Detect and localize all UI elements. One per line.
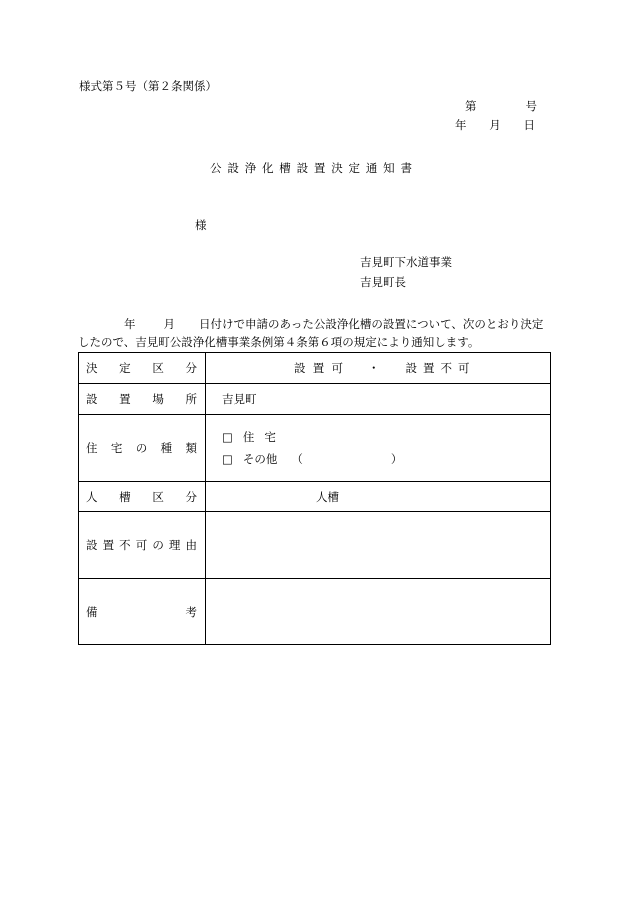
title-char: 通 (365, 161, 378, 175)
location-value-cell[interactable] (206, 384, 551, 415)
tank-class-unit: 人槽 (316, 489, 339, 504)
label-char: 決 (86, 361, 98, 375)
label-char: 区 (152, 489, 164, 504)
table-row (79, 415, 551, 482)
allowed-char: 可 (331, 361, 343, 375)
number-line (465, 101, 537, 113)
title-char: 設 (227, 161, 239, 175)
denied-char: 置 (423, 361, 435, 375)
tank-class-label-cell (79, 482, 206, 512)
remarks-label-cell (79, 579, 206, 645)
date-year: 年 (455, 118, 467, 132)
body-line-1 (78, 319, 543, 331)
house-option-house[interactable] (222, 426, 550, 448)
document-title (210, 163, 412, 175)
label-char: 由 (185, 538, 197, 552)
label-char: 分 (185, 489, 197, 504)
label-char: 置 (119, 392, 131, 406)
allowed-char: 置 (312, 361, 325, 375)
label-char: 考 (185, 604, 197, 619)
label-char: 所 (185, 392, 197, 406)
decision-denied[interactable] (406, 360, 470, 376)
number-suffix: 号 (525, 99, 537, 113)
denied-char: 可 (458, 361, 470, 375)
title-char: 浄 (244, 161, 257, 175)
reason-label-cell (79, 512, 206, 579)
decision-label-cell (79, 353, 206, 384)
denied-char: 不 (440, 361, 452, 375)
label-char: 槽 (119, 489, 131, 504)
label-char: 住 (86, 441, 98, 455)
title-char: 書 (400, 161, 412, 175)
denied-char: 設 (405, 361, 417, 375)
body-month: 月 (163, 317, 175, 331)
label-char: の (135, 441, 148, 455)
title-char: 槽 (279, 161, 291, 175)
option-label-char: 宅 (264, 430, 276, 444)
table-row (79, 482, 551, 512)
allowed-char: 設 (294, 361, 306, 375)
issuer-line-2: 吉見町長 (360, 275, 406, 289)
checkbox-icon[interactable]: □ (222, 452, 233, 466)
title-char: 置 (313, 161, 326, 175)
date-day: 日 (523, 118, 535, 132)
title-char: 化 (261, 161, 274, 175)
form-id: 様式第５号（第２条関係） (79, 79, 217, 93)
house-type-label-cell (79, 415, 206, 482)
table-row (79, 384, 551, 415)
date-month: 月 (489, 118, 501, 132)
label-char: 備 (86, 604, 98, 619)
label-char: 類 (185, 441, 197, 455)
table-row (79, 512, 551, 579)
option-label: その他 (242, 452, 278, 466)
table-row (79, 579, 551, 645)
label-char: 置 (102, 538, 115, 552)
label-char: 場 (152, 392, 164, 406)
date-line (455, 120, 535, 132)
title-char: 設 (296, 161, 309, 175)
label-char: 不 (119, 538, 131, 552)
house-option-other[interactable] (222, 448, 550, 470)
decision-allowed[interactable] (294, 360, 343, 376)
label-char: 分 (185, 361, 197, 375)
label-char: の (152, 538, 164, 552)
addressee-suffix: 様 (195, 218, 207, 232)
paren-close: ） (390, 452, 403, 466)
decision-table (78, 352, 551, 645)
table-row (79, 353, 551, 384)
label-char: 人 (86, 489, 98, 504)
label-char: 種 (160, 441, 173, 455)
title-char: 知 (383, 161, 395, 175)
tank-class-value-cell[interactable] (206, 482, 551, 512)
issuer-line-1: 吉見町下水道事業 (360, 255, 452, 269)
number-prefix: 第 (465, 99, 477, 113)
body-year: 年 (124, 317, 136, 331)
title-char: 決 (331, 161, 343, 175)
label-char: 宅 (110, 441, 123, 455)
decision-separator: ・ (368, 361, 380, 375)
label-char: 定 (119, 361, 131, 375)
title-char: 定 (348, 161, 360, 175)
paren-open: （ (291, 452, 303, 466)
house-type-value-cell (206, 415, 551, 482)
remarks-value-cell[interactable] (206, 579, 551, 645)
location-value: 吉見町 (222, 392, 257, 406)
body-line-2: したので、吉見町公設浄化槽事業条例第４条第６項の規定により通知します。 (78, 335, 480, 349)
label-char: 設 (86, 392, 98, 406)
decision-value-cell[interactable] (206, 353, 551, 384)
label-char: 設 (86, 538, 98, 552)
label-char: 区 (152, 361, 164, 375)
body-line1-rest: 日付けで申請のあった公設浄化槽の設置について、次のとおり決定 (199, 317, 544, 331)
label-char: 可 (135, 538, 148, 552)
title-char: 公 (210, 161, 222, 175)
reason-value-cell[interactable] (206, 512, 551, 579)
option-label-char: 住 (242, 430, 255, 444)
location-label-cell (79, 384, 206, 415)
label-char: 理 (168, 538, 181, 552)
checkbox-icon[interactable]: □ (222, 430, 233, 444)
